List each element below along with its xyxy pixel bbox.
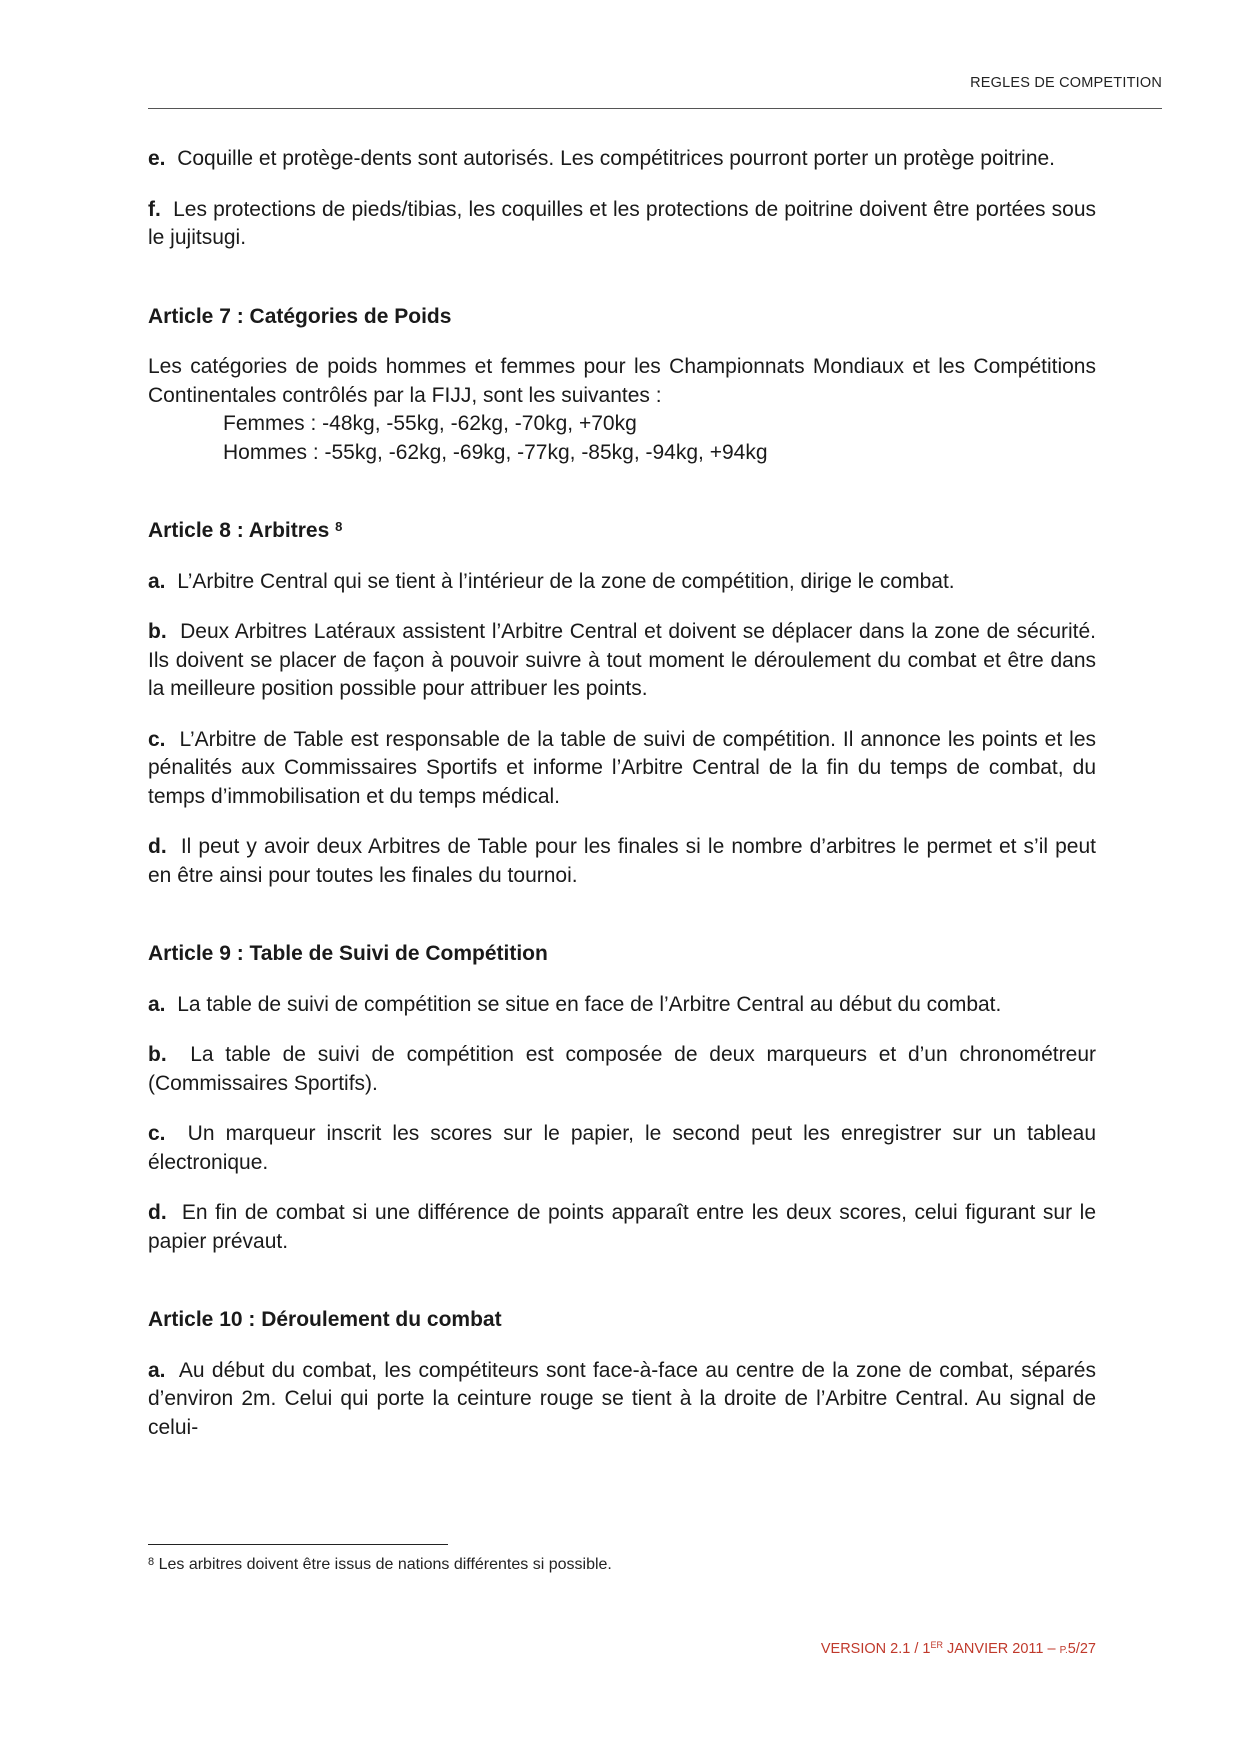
- footnote-number: 8: [148, 1556, 155, 1568]
- article-7-title: Article 7 : Catégories de Poids: [148, 304, 452, 328]
- version-footer: [821, 1641, 1096, 1657]
- article-9-d: [148, 1199, 1096, 1256]
- item-text: Au début du combat, les compétiteurs sont face-à-face au centre de la zone de combat, séparés d’environ 2m. Celui qui porte la ceinture rouge se tient à la droite de l’Arbitre Central. Au signal de celui-: [148, 1358, 1096, 1439]
- article-9-title: Article 9 : Table de Suivi de Compétition: [148, 942, 548, 965]
- version-date: JANVIER 2011 –: [942, 1641, 1060, 1657]
- item-text: En fin de combat si une différence de points apparaît entre les deux scores, celui figurant sur le papier prévaut.: [148, 1201, 1096, 1253]
- running-header: REGLES DE COMPETITION: [970, 75, 1162, 91]
- item-label: d.: [148, 835, 167, 858]
- article-9-a: [148, 991, 1096, 1020]
- article-10-a: [148, 1357, 1096, 1443]
- article-8-title-text: Article 8 : Arbitres: [148, 519, 330, 542]
- item-text: Coquille et protège-dents sont autorisés. Les compétitrices pourront porter un protège poitrine.: [177, 147, 1056, 170]
- item-e: [148, 145, 1096, 174]
- item-label: b.: [148, 1043, 167, 1066]
- footnote-text: Les arbitres doivent être issus de nations différentes si possible.: [158, 1556, 612, 1573]
- version-text: VERSION 2.1 / 1: [820, 1641, 931, 1657]
- footnote-reference[interactable]: 8: [335, 519, 343, 534]
- item-label: a.: [148, 1358, 166, 1382]
- item-text: Les protections de pieds/tibias, les coquilles et les protections de poitrine doivent être portées sous le jujitsugi.: [148, 197, 1097, 249]
- footnote-rule: [148, 1544, 448, 1545]
- item-label: a.: [148, 992, 166, 1016]
- article-9-c: [148, 1120, 1096, 1177]
- document-body: [148, 145, 1096, 1442]
- item-label: f.: [148, 197, 161, 221]
- item-text: L’Arbitre Central qui se tient à l’intérieur de la zone de compétition, dirige le combat.: [177, 569, 955, 593]
- article-8-a: [148, 568, 1096, 597]
- article-8-b: [148, 618, 1096, 704]
- version-superscript: ER: [930, 1640, 943, 1650]
- footnote: [148, 1556, 612, 1574]
- item-text: La table de suivi de compétition se situe en face de l’Arbitre Central au début du combat.: [177, 992, 1002, 1016]
- item-label: c.: [148, 727, 166, 751]
- article-7-intro: Les catégories de poids hommes et femmes pour les Championnats Mondiaux et les Compétitions Continentales contrôlés par la FIJJ, sont les suivantes :: [148, 355, 1096, 407]
- item-text: Il peut y avoir deux Arbitres de Table pour les finales si le nombre d’arbitres le permet et s’il peut en être ainsi pour toutes les finales du tournoi.: [148, 835, 1096, 887]
- item-label: c.: [148, 1122, 166, 1145]
- item-label: a.: [148, 569, 166, 593]
- header-rule: [148, 108, 1162, 109]
- page-prefix: P.: [1059, 1645, 1068, 1656]
- article-8-d: [148, 833, 1096, 890]
- item-text: L’Arbitre de Table est responsable de la table de suivi de compétition. Il annonce les points et les pénalités aux Commissaires Sportifs et informe l’Arbitre Central de la fin du temps de combat, du temps d’immobilisation et du temps médical.: [148, 727, 1097, 808]
- article-10-title: Article 10 : Déroulement du combat: [148, 1308, 502, 1331]
- article-9-b: [148, 1041, 1096, 1098]
- weights-women: Femmes : -48kg, -55kg, -62kg, -70kg, +70kg: [223, 412, 637, 435]
- article-8-title: [148, 517, 1096, 546]
- page-number: 5/27: [1067, 1641, 1096, 1657]
- item-text: La table de suivi de compétition est composée de deux marqueurs et d’un chronométreur (Commissaires Sportifs).: [148, 1043, 1096, 1095]
- weights-men: Hommes : -55kg, -62kg, -69kg, -77kg, -85kg, -94kg, +94kg: [223, 440, 768, 464]
- item-label: e.: [148, 147, 166, 170]
- item-text: Deux Arbitres Latéraux assistent l’Arbitre Central et doivent se déplacer dans la zone de sécurité. Ils doivent se placer de façon à pouvoir suivre à tout moment le déroulement du combat et être dans la meilleure position possible pour attribuer les points.: [148, 620, 1097, 700]
- item-label: b.: [148, 620, 167, 643]
- item-f: [148, 196, 1096, 253]
- item-text: Un marqueur inscrit les scores sur le papier, le second peut les enregistrer sur un tableau électronique.: [148, 1122, 1097, 1174]
- article-8-c: [148, 726, 1096, 812]
- item-label: d.: [148, 1201, 167, 1224]
